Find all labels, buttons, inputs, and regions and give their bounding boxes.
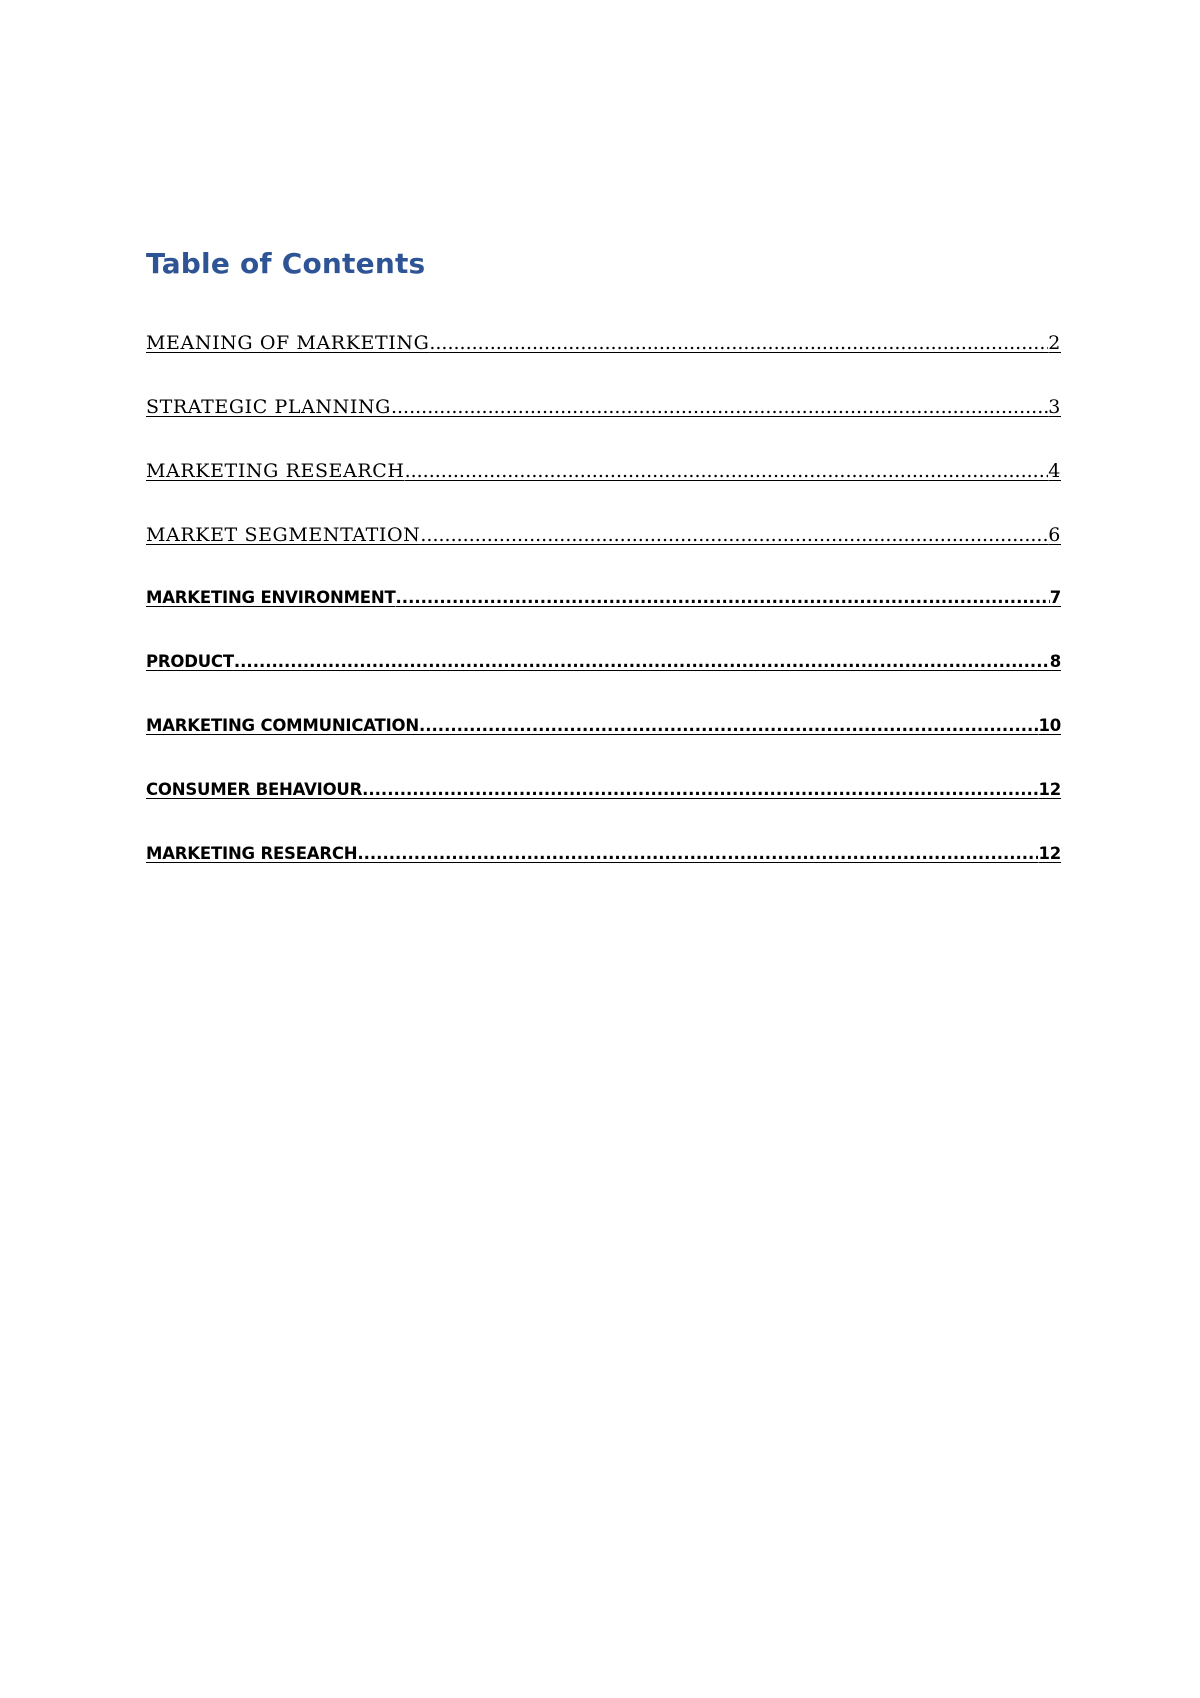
toc-entry bbox=[146, 588, 1061, 652]
toc-entry-text: CONSUMER BEHAVIOUR bbox=[146, 780, 363, 799]
toc-link-marketing-communication[interactable] bbox=[146, 716, 1061, 735]
toc-entry bbox=[146, 524, 1061, 588]
toc-page-number: 3 bbox=[1048, 396, 1061, 418]
toc-leader-dots bbox=[429, 332, 1048, 354]
toc-page-number: 2 bbox=[1048, 332, 1061, 354]
toc-entry-text: MEANING OF MARKETING bbox=[146, 332, 430, 354]
toc-leader-dots bbox=[420, 524, 1048, 546]
toc-entry bbox=[146, 332, 1061, 396]
toc-link-marketing-research[interactable] bbox=[146, 460, 1061, 482]
toc-entry bbox=[146, 460, 1061, 524]
toc-entry-text: MARKETING RESEARCH bbox=[146, 844, 358, 863]
toc-page-number: 6 bbox=[1048, 524, 1061, 546]
toc-entry-text: PRODUCT bbox=[146, 652, 234, 671]
toc-page-number: 12 bbox=[1038, 844, 1061, 863]
toc-leader-dots bbox=[419, 716, 1038, 735]
toc-link-product[interactable] bbox=[146, 652, 1061, 671]
toc-entry bbox=[146, 716, 1061, 780]
toc-entry bbox=[146, 396, 1061, 460]
toc-entry bbox=[146, 780, 1061, 844]
toc-link-marketing-research-2[interactable] bbox=[146, 844, 1061, 863]
toc-entry bbox=[146, 844, 1061, 908]
toc-list bbox=[146, 332, 1061, 908]
toc-link-marketing-environment[interactable] bbox=[146, 588, 1061, 607]
toc-leader-dots bbox=[391, 396, 1048, 418]
toc-leader-dots bbox=[396, 588, 1050, 607]
toc-leader-dots bbox=[362, 780, 1038, 799]
toc-entry bbox=[146, 652, 1061, 716]
toc-page-number: 8 bbox=[1049, 652, 1061, 671]
toc-link-market-segmentation[interactable] bbox=[146, 524, 1061, 546]
toc-entry-text: STRATEGIC PLANNING bbox=[146, 396, 391, 418]
toc-leader-dots bbox=[405, 460, 1049, 482]
toc-title: Table of Contents bbox=[146, 247, 426, 280]
toc-page-number: 10 bbox=[1038, 716, 1061, 735]
toc-link-consumer-behaviour[interactable] bbox=[146, 780, 1061, 799]
toc-entry-text: MARKETING COMMUNICATION bbox=[146, 716, 419, 735]
toc-entry-text: MARKETING ENVIRONMENT bbox=[146, 588, 396, 607]
toc-page-number: 12 bbox=[1038, 780, 1061, 799]
toc-page-number: 7 bbox=[1049, 588, 1061, 607]
toc-leader-dots bbox=[357, 844, 1038, 863]
toc-leader-dots bbox=[234, 652, 1050, 671]
toc-link-meaning-of-marketing[interactable] bbox=[146, 332, 1061, 354]
toc-entry-text: MARKETING RESEARCH bbox=[146, 460, 405, 482]
toc-link-strategic-planning[interactable] bbox=[146, 396, 1061, 418]
toc-entry-text: MARKET SEGMENTATION bbox=[146, 524, 421, 546]
toc-page-number: 4 bbox=[1048, 460, 1061, 482]
